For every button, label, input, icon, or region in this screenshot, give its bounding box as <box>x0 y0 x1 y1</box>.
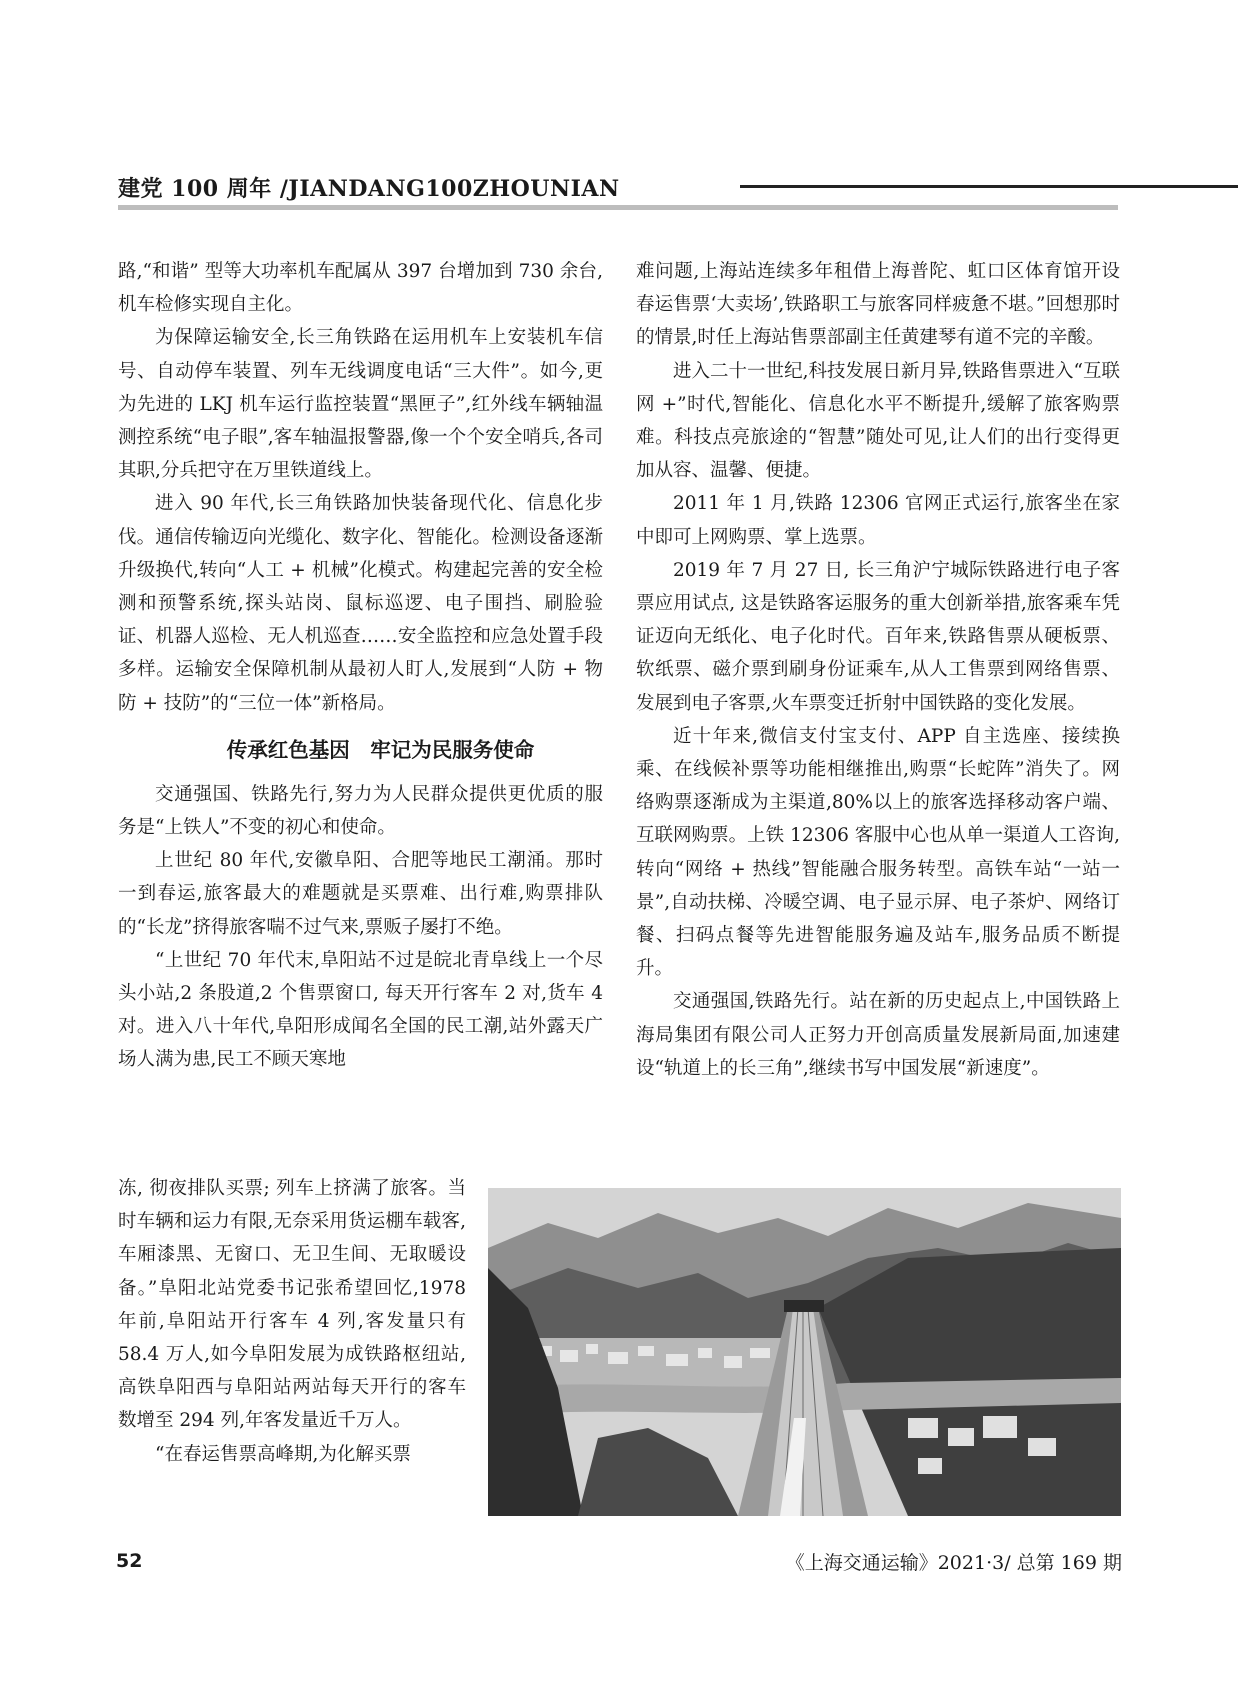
page-number: 52 <box>116 1550 143 1572</box>
railway-landscape-photo <box>488 1188 1121 1516</box>
paragraph: 交通强国、铁路先行,努力为人民群众提供更优质的服务是“上铁人”不变的初心和使命。 <box>118 783 603 839</box>
section-title: 建党 100 周年 /JIANDANG100ZHOUNIAN <box>118 176 620 202</box>
paragraph: 为保障运输安全,长三角铁路在运用机车上安装机车信号、自动停车装置、列车无线调度电话“三大件”。如今,更为先进的 LKJ 机车运行监控装置“黑匣子”,红外线车辆轴温测控系统“电子眼”,客车轴温报警器,像一个个安全哨兵,各司其职,分兵把守在万里铁道线上。 <box>118 327 603 482</box>
header-rule <box>740 185 1238 188</box>
paragraph: “上世纪 70 年代末,阜阳站不过是皖北青阜线上一个尽头小站,2 条股道,2 个售票窗口, 每天开行客车 2 对,货车 4 对。进入八十年代,阜阳形成闻名全国的民工潮,站外露天广场人满为患,民工不顾天寒地 <box>118 949 603 1071</box>
paragraph: 进入二十一世纪,科技发展日新月异,铁路售票进入“互联网 +”时代,智能化、信息化水平不断提升,缓解了旅客购票难。科技点亮旅途的“智慧”随处可见,让人们的出行变得更加从容、温馨、便捷。 <box>636 360 1120 482</box>
paragraph: 交通强国,铁路先行。站在新的历史起点上,中国铁路上海局集团有限公司人正努力开创高质量发展新局面,加速建设“轨道上的长三角”,继续书写中国发展“新速度”。 <box>636 991 1120 1079</box>
left-column <box>118 255 603 1077</box>
paragraph: 近十年来,微信支付宝支付、APP 自主选座、接续换乘、在线候补票等功能相继推出,购票“长蛇阵”消失了。网络购票逐渐成为主渠道,80%以上的旅客选择移动客户端、互联网购票。上铁 12306 客服中心也从单一渠道人工咨询,转向“网络 + 热线”智能融合服务转型。高铁车站“一站一景”,自动扶梯、冷暖空调、电子显示屏、电子茶炉、网络订餐、扫码点餐等先进智能服务遍及站车,服务品质不断提升。 <box>636 725 1120 980</box>
paragraph: 难问题,上海站连续多年租借上海普陀、虹口区体育馆开设春运售票‘大卖场’,铁路职工与旅客同样疲惫不堪。”回想那时的情景,时任上海站售票部副主任黄建琴有道不完的辛酸。 <box>636 261 1120 349</box>
bottom-left-column <box>118 1172 466 1471</box>
page-header <box>118 172 1118 202</box>
journal-info: 《上海交通运输》2021·3/ 总第 169 期 <box>785 1552 1122 1574</box>
right-column <box>636 255 1120 1085</box>
paragraph: 2019 年 7 月 27 日, 长三角沪宁城际铁路进行电子客票应用试点, 这是铁路客运服务的重大创新举措,旅客乘车凭证迈向无纸化、电子化时代。百年来,铁路售票从硬板票、软纸票、磁介票到刷身份证乘车,从人工售票到网络售票、发展到电子客票,火车票变迁折射中国铁路的变化发展。 <box>636 559 1120 714</box>
paragraph: 上世纪 80 年代,安徽阜阳、合肥等地民工潮涌。那时一到春运,旅客最大的难题就是买票难、出行难,购票排队的“长龙”挤得旅客喘不过气来,票贩子屡打不绝。 <box>118 850 603 938</box>
paragraph: 2011 年 1 月,铁路 12306 官网正式运行,旅客坐在家中即可上网购票、掌上选票。 <box>636 493 1120 548</box>
header-band <box>118 205 1118 210</box>
paragraph: 冻, 彻夜排队买票; 列车上挤满了旅客。当时车辆和运力有限,无奈采用货运棚车载客,车厢漆黑、无窗口、无卫生间、无取暖设备。”阜阳北站党委书记张希望回忆,1978 年前,阜阳站开行客车 4 列,客发量只有 58.4 万人,如今阜阳发展为成铁路枢纽站, 高铁阜阳西与阜阳站两站每天开行的客车数增至 294 列,年客发量近千万人。 <box>118 1178 466 1432</box>
paragraph: 进入 90 年代,长三角铁路加快装备现代化、信息化步伐。通信传输迈向光缆化、数字化、智能化。检测设备逐渐升级换代,转向“人工 + 机械”化模式。构建起完善的安全检测和预警系统,探头站岗、鼠标巡逻、电子围挡、刷脸验证、机器人巡检、无人机巡查……安全监控和应急处置手段多样。运输安全保障机制从最初人盯人,发展到“人防 + 物防 + 技防”的“三位一体”新格局。 <box>118 493 603 714</box>
paragraph: 路,“和谐” 型等大功率机车配属从 397 台增加到 730 余台,机车检修实现自主化。 <box>118 261 603 316</box>
subheading: 传承红色基因 牢记为民服务使命 <box>226 737 535 762</box>
paragraph: “在春运售票高峰期,为化解买票 <box>155 1443 411 1465</box>
